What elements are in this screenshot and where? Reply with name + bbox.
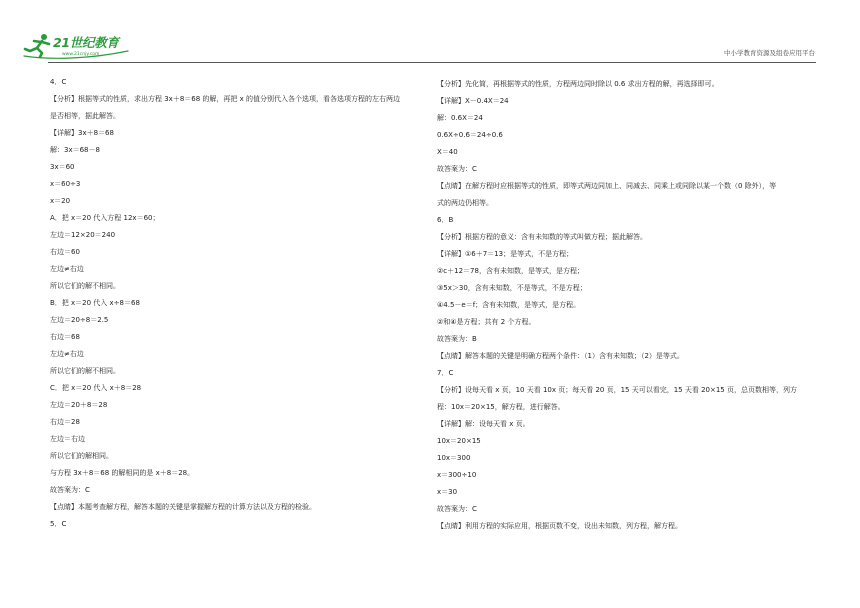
text-line: 【点睛】解答本题的关键是明确方程两个条件：（1）含有未知数；（2）是等式。 — [437, 351, 684, 360]
text-line: 左边≠右边 — [50, 349, 84, 358]
text-line: 所以它们的解不相同。 — [50, 281, 120, 290]
question-answer-heading: 5．C — [50, 519, 67, 528]
text-line: A．把 x＝20 代入方程 12x＝60； — [50, 213, 160, 222]
text-line: ③5x＞30，含有未知数，不是等式，不是方程； — [437, 283, 587, 292]
logo-url: www.21cnjy.com — [62, 52, 100, 57]
text-line: 0.6X÷0.6＝24÷0.6 — [437, 130, 503, 139]
text-line: 【分析】根据等式的性质，求出方程 3x＋8＝68 的解，再把 x 的值分别代入各个选项，看各选项方程的左右两边 — [50, 94, 400, 103]
text-line: 解：0.6X＝24 — [437, 113, 483, 122]
text-line: x＝30 — [437, 487, 458, 496]
text-line: 故答案为：C — [437, 504, 477, 513]
text-line: 左边＝12×20＝240 — [50, 230, 116, 239]
platform-title: 中小学教育资源及组卷应用平台 — [724, 49, 815, 57]
text-line: 故答案为：C — [50, 485, 90, 494]
text-line: ②c＋12＝78，含有未知数，是等式，是方程； — [437, 266, 584, 275]
text-line: 【分析】先化简，再根据等式的性质，方程两边同时除以 0.6 求出方程的解，再选择即可。 — [437, 79, 719, 88]
text-line: 故答案为：C — [437, 164, 477, 173]
text-line: 是否相等，据此解答。 — [50, 111, 120, 120]
question-answer-heading: 6．B — [437, 215, 454, 224]
text-line: 解：3x＝68－8 — [50, 145, 100, 154]
text-line: 与方程 3x＋8＝68 的解相同的是 x＋8＝28。 — [50, 468, 195, 477]
text-line: B．把 x＝20 代入 x÷8＝68 — [50, 298, 140, 307]
text-line: 式的两边仍相等。 — [437, 198, 493, 207]
text-line: 【点睛】本题考查解方程，解答本题的关键是掌握解方程的计算方法以及方程的检验。 — [50, 502, 316, 511]
text-line: 10x＝20×15 — [437, 436, 481, 445]
question-answer-heading: 4．C — [50, 77, 67, 86]
text-line: 程：10x＝20×15，解方程，进行解答。 — [437, 402, 565, 411]
text-line: 【分析】根据方程的意义：含有未知数的等式叫做方程；据此解答。 — [437, 232, 647, 241]
text-line: 左边＝右边 — [50, 434, 85, 443]
text-line: 10x＝300 — [437, 453, 471, 462]
text-line: 左边≠右边 — [50, 264, 84, 273]
text-line: 右边＝68 — [50, 332, 80, 341]
text-line: 左边＝20÷8＝2.5 — [50, 315, 109, 324]
text-line: 故答案为：B — [437, 334, 477, 343]
text-line: 所以它们的解相同。 — [50, 451, 113, 460]
text-line: X＝40 — [437, 147, 458, 156]
right-answer-column — [437, 76, 827, 535]
logo-text: 21世纪教育 — [53, 35, 119, 50]
text-line: 【详解】X－0.4X＝24 — [437, 96, 509, 105]
left-answer-column — [50, 74, 425, 533]
text-line: x＝20 — [50, 196, 71, 205]
text-line: C．把 x＝20 代入 x＋8＝28 — [50, 383, 142, 392]
text-line: 右边＝28 — [50, 417, 80, 426]
text-line: ④4.5－e＝f；含有未知数，是等式，是方程。 — [437, 300, 581, 309]
text-line: x＝60÷3 — [50, 179, 81, 188]
text-line: 左边＝20＋8＝28 — [50, 400, 108, 409]
text-line: 3x＝60 — [50, 162, 75, 171]
question-answer-heading: 7．C — [437, 368, 454, 377]
running-person-icon — [20, 33, 54, 59]
text-line: 【点睛】在解方程时应根据等式的性质，即等式两边同加上、同减去、同乘上或同除以某一个数（0 除外），等 — [437, 181, 777, 190]
text-line: 【分析】设每天看 x 页，10 天看 10x 页；每天看 20 页，15 天可以看完，15 天看 20×15 页，总页数相等，列方 — [437, 385, 797, 394]
text-line: 【点睛】利用方程的实际应用，根据页数不变，设出未知数，列方程，解方程。 — [437, 521, 682, 530]
text-line: x＝300÷10 — [437, 470, 477, 479]
text-line: 【详解】解：设每天看 x 页。 — [437, 419, 530, 428]
site-logo[interactable] — [20, 33, 132, 59]
text-line: 【详解】①6＋7＝13；是等式，不是方程； — [437, 249, 574, 258]
text-line: 【详解】3x＋8＝68 — [50, 128, 114, 137]
header-divider — [48, 62, 816, 63]
text-line: ②和④是方程；共有 2 个方程。 — [437, 317, 536, 326]
text-line: 所以它们的解不相同。 — [50, 366, 120, 375]
text-line: 右边＝60 — [50, 247, 80, 256]
